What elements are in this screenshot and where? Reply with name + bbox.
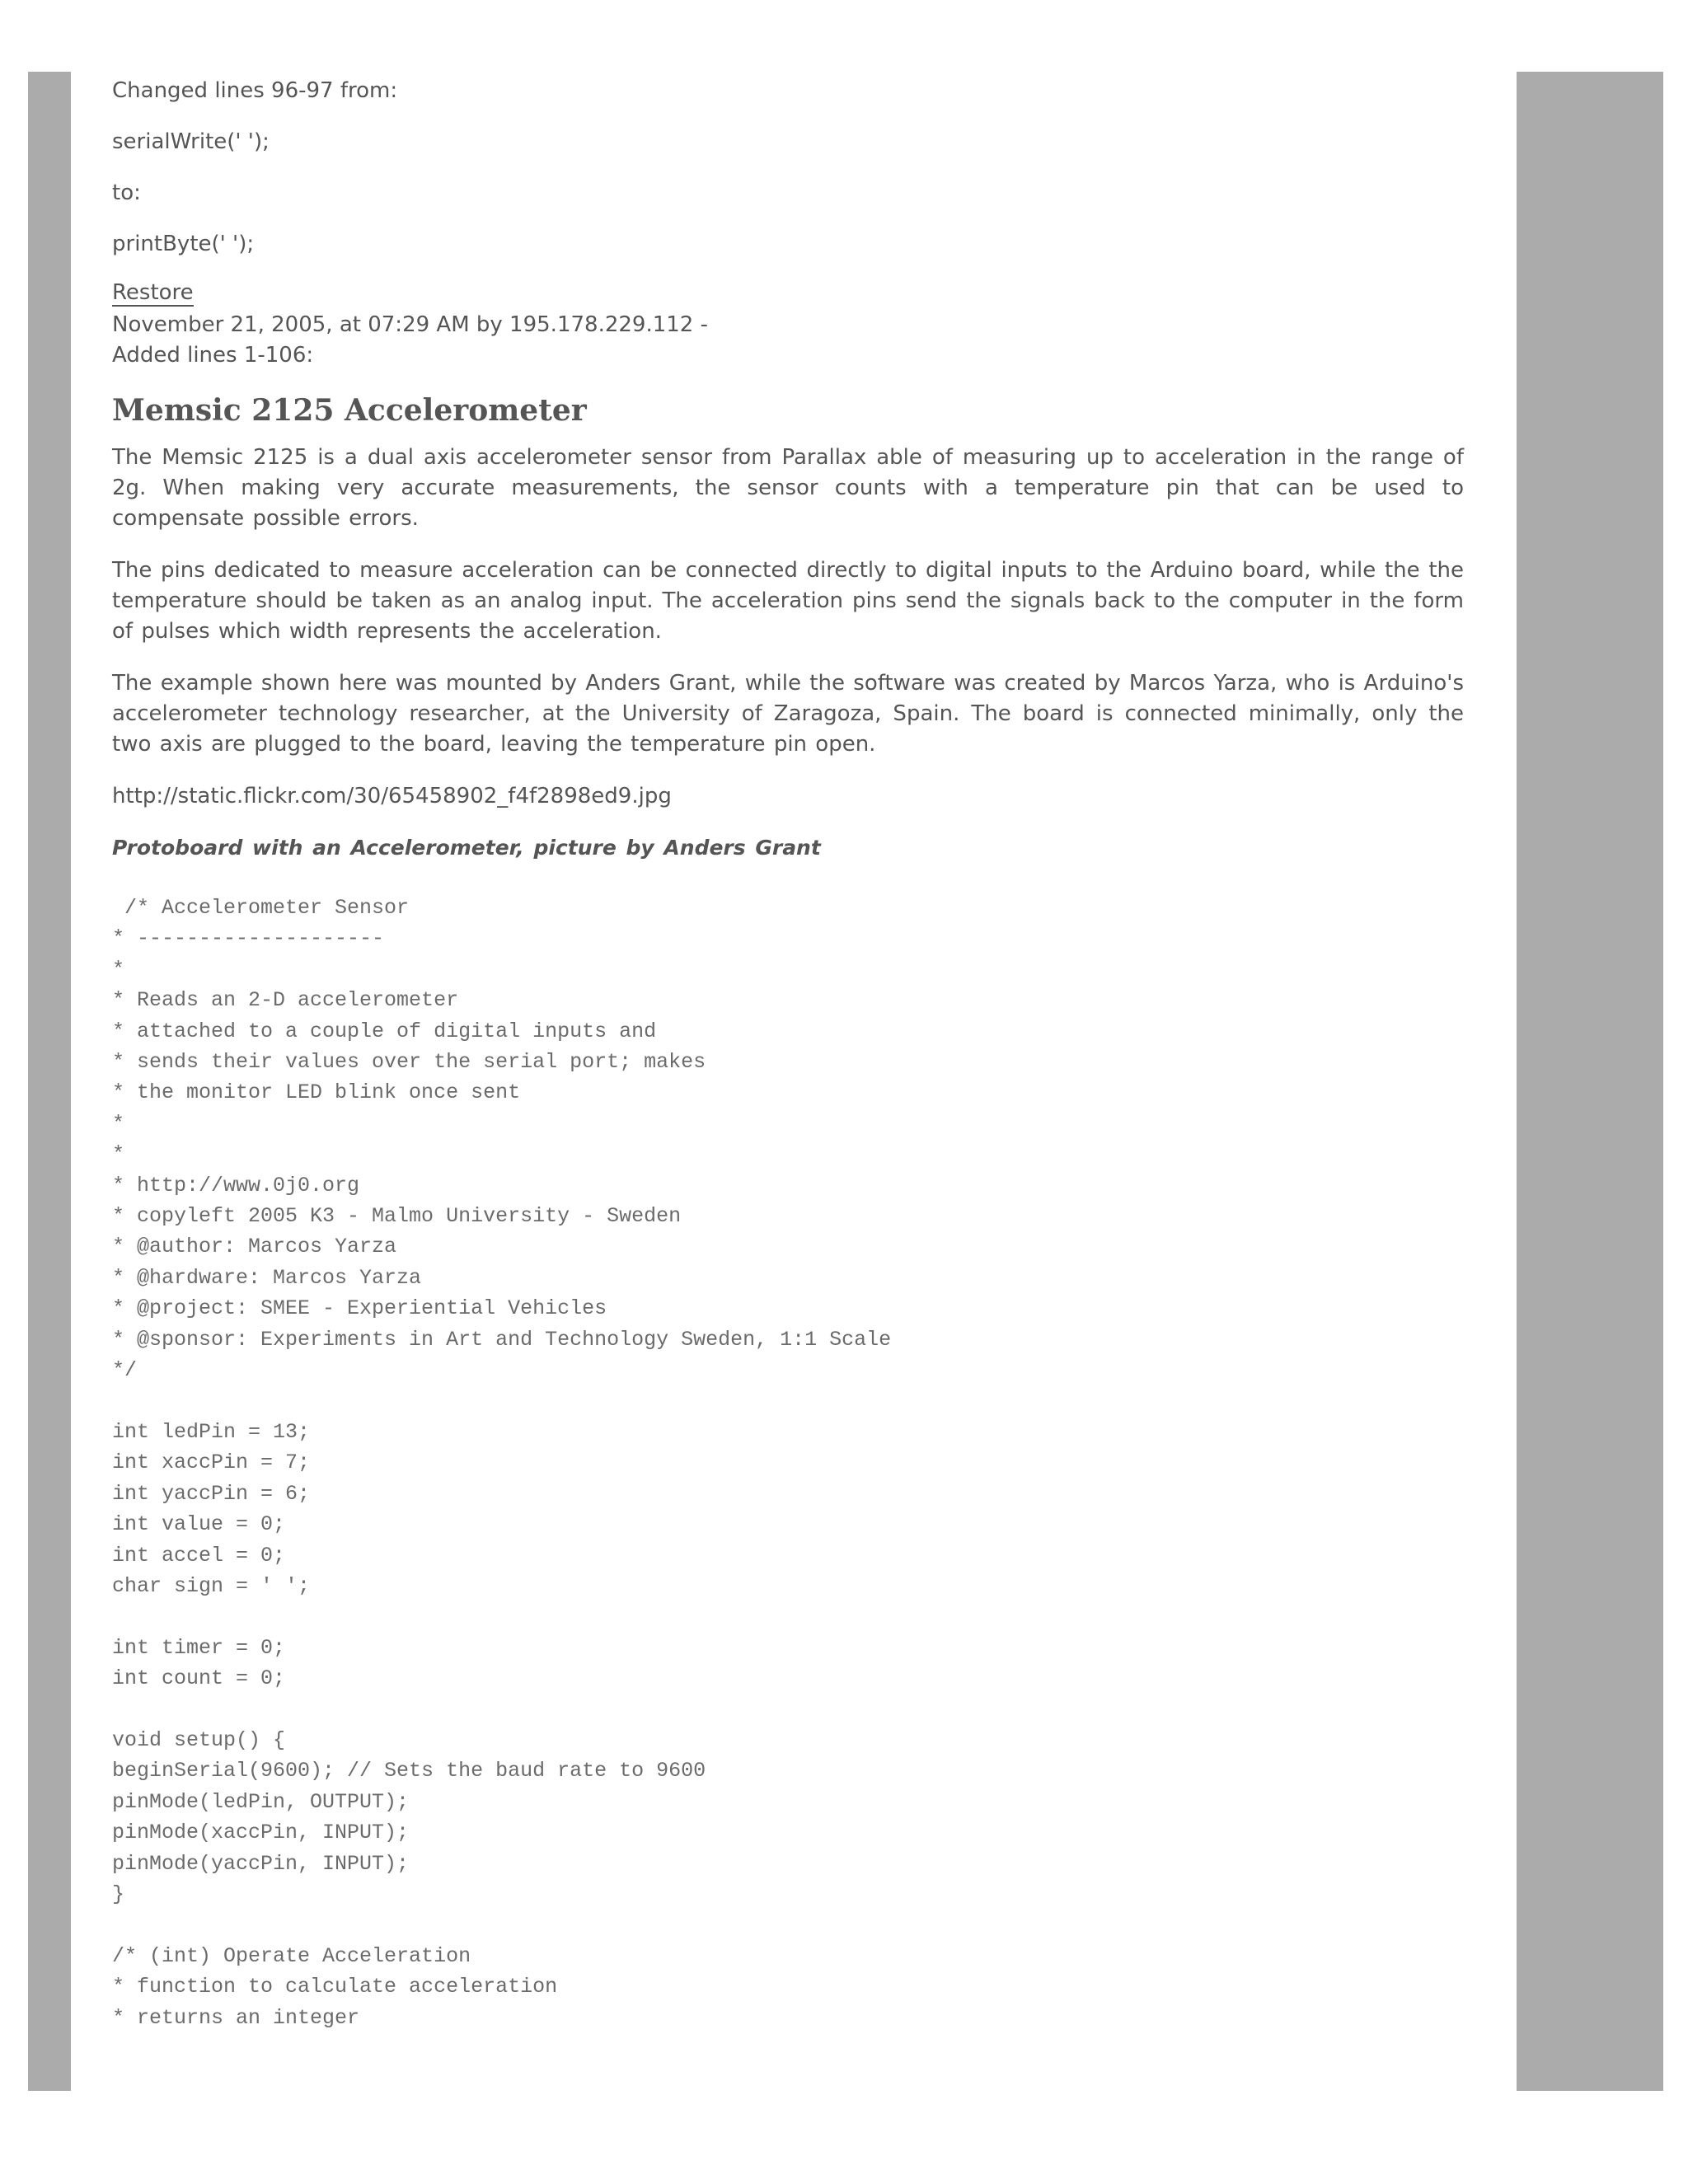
changed-lines-text: Changed lines 96-97 from: xyxy=(112,78,398,103)
code-block: /* Accelerometer Sensor * -------------------- * * Reads an 2-D accelerometer * attached to a couple of digital inputs and * sends their values over the serial port; makes * the monitor LED blink once sent * * * http://www.0j0.org * copyleft 2005 K3 - Malmo University - Sweden * @author: Marcos Yarza * @hardware: Marcos Yarza * @project: SMEE - Experiential Vehicles * @sponsor: Experiments in Art and Technology Sweden, 1:1 Scale */ int ledPin = 13; int xaccPin = 7; int yaccPin = 6; int value = 0; int accel = 0; char sign = ' '; int timer = 0; int count = 0; void setup() { beginSerial(9600); // Sets the baud rate to 9600 pinMode(ledPin, OUTPUT); pinMode(xaccPin, INPUT); pinMode(yaccPin, INPUT); } /* (int) Operate Acceleration * function to calculate acceleration * returns an integer xyxy=(112,896,892,2030)
page-content xyxy=(112,76,1464,2033)
new-code-text: printByte(' '); xyxy=(112,232,255,256)
article-title: Memsic 2125 Accelerometer xyxy=(112,393,587,428)
article-paragraph-2: The pins dedicated to measure acceleration can be connected directly to digital inputs to the Arduino board, while the the temperature should be taken as an analog input. The acceleration pins send the signals back to the computer in the form of pulses which width represents the acceleration. xyxy=(112,558,1464,644)
article-paragraph-3: The example shown here was mounted by Anders Grant, while the software was created by Marcos Yarza, who is Arduino's accelerometer technology researcher, at the University of Zaragoza, Spain. The board is connected minimally, only the two axis are plugged to the board, leaving the temperature pin open. xyxy=(112,671,1464,757)
left-side-bar xyxy=(28,72,71,2091)
right-side-bar xyxy=(1517,72,1663,2091)
added-lines-text: Added lines 1-106: xyxy=(112,343,314,368)
image-caption: Protoboard with an Accelerometer, picture by Anders Grant xyxy=(112,836,821,860)
restore-link[interactable]: Restore xyxy=(112,280,194,305)
to-label: to: xyxy=(112,180,141,205)
revision-info: November 21, 2005, at 07:29 AM by 195.178.229.112 - xyxy=(112,312,708,337)
image-url-text: http://static.flickr.com/30/65458902_f4f2898ed9.jpg xyxy=(112,784,672,808)
article-paragraph-1: The Memsic 2125 is a dual axis accelerometer sensor from Parallax able of measuring up to acceleration in the range of 2g. When making very accurate measurements, the sensor counts with a temperature pin that can be used to compensate possible errors. xyxy=(112,445,1464,531)
old-code-text: serialWrite(' '); xyxy=(112,129,270,154)
